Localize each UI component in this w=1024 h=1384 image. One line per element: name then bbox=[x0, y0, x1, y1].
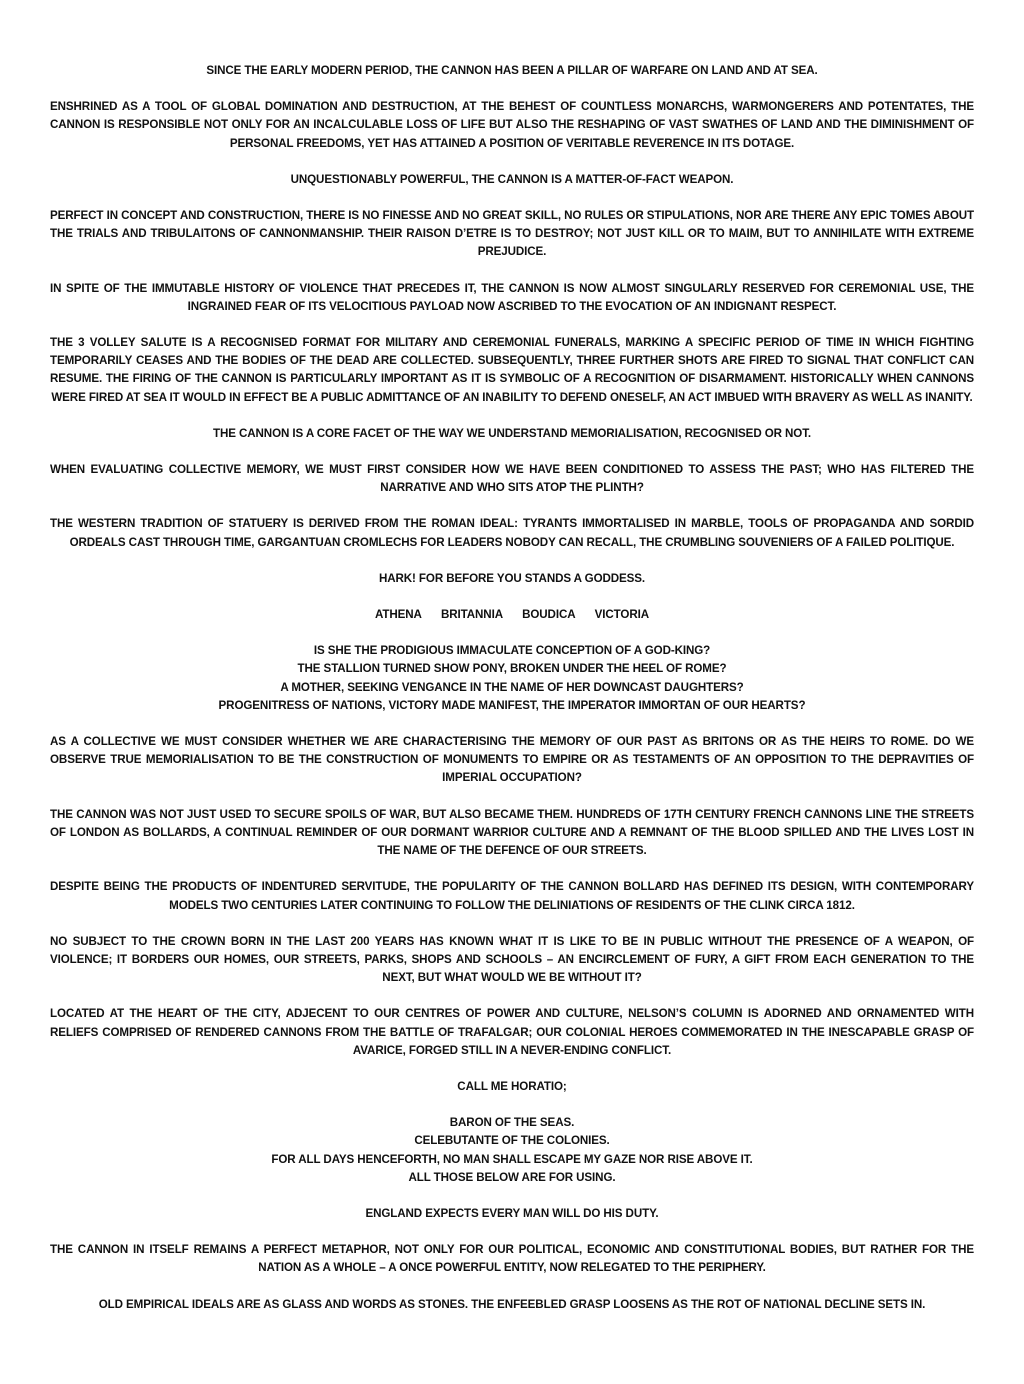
verse-line: FOR ALL DAYS HENCEFORTH, NO MAN SHALL ESCAPE MY GAZE NOR RISE ABOVE IT. bbox=[271, 1152, 753, 1166]
question-line: A MOTHER, SEEKING VENGANCE IN THE NAME OF HER DOWNCAST DAUGHTERS? bbox=[280, 680, 744, 694]
question-line: THE STALLION TURNED SHOW PONY, BROKEN UNDER THE HEEL OF ROME? bbox=[297, 662, 727, 676]
goddess-name: BRITANNIA bbox=[440, 608, 503, 622]
paragraph-closing: OLD EMPIRICAL IDEALS ARE AS GLASS AND WORDS AS STONES. THE ENFEEBLED GRASP LOOSENS AS THE ROT OF NATIONAL DECLINE SETS IN. bbox=[98, 1297, 926, 1311]
question-line: IS SHE THE PRODIGIOUS IMMACULATE CONCEPTION OF A GOD-KING? bbox=[313, 644, 711, 658]
horatio-verse bbox=[50, 1114, 974, 1187]
paragraph-hark: HARK! FOR BEFORE YOU STANDS A GODDESS. bbox=[378, 571, 646, 585]
paragraph-collective-memory: WHEN EVALUATING COLLECTIVE MEMORY, WE MUST FIRST CONSIDER HOW WE HAVE BEEN CONDITIONED TO ASSESS THE PAST; WHO HAS FILTERED THE NARRATIVE AND WHO SITS ATOP THE PLINTH? bbox=[50, 463, 974, 495]
paragraph-statuery: THE WESTERN TRADITION OF STATUERY IS DERIVED FROM THE ROMAN IDEAL: TYRANTS IMMORTALISED IN MARBLE, TOOLS OF PROPAGANDA AND SORDID ORDEALS CAST THROUGH TIME, GARGANTUAN CROMLECHS FOR LEADERS NOBODY CAN RECALL, THE CRUMBLING SOUVENIERS OF A FAILED POLITIQUE. bbox=[50, 517, 974, 549]
goddess-name: ATHENA bbox=[374, 608, 422, 622]
goddess-questions bbox=[50, 642, 974, 715]
goddess-name: VICTORIA bbox=[594, 608, 650, 622]
paragraph-nelsons-column: LOCATED AT THE HEART OF THE CITY, ADJECENT TO OUR CENTRES OF POWER AND CULTURE, NELSON’S COLUMN IS ADORNED AND ORNAMENTED WITH RELIEFS COMPRISED OF RENDERED CANNONS FROM THE BATTLE OF TRAFALGAR; OUR COLONIAL HEROES COMMEMORATED IN THE INESCAPABLE GRASP OF AVARICE, FORGED STILL IN A NEVER-ENDING CONFLICT. bbox=[50, 1007, 974, 1057]
question-line: PROGENITRESS OF NATIONS, VICTORY MADE MANIFEST, THE IMPERATOR IMMORTAN OF OUR HEARTS? bbox=[218, 698, 806, 712]
verse-line: ALL THOSE BELOW ARE FOR USING. bbox=[408, 1170, 616, 1184]
essay-text bbox=[50, 62, 974, 1332]
goddess-names bbox=[50, 606, 974, 624]
paragraph-call-me-horatio: CALL ME HORATIO; bbox=[457, 1079, 567, 1093]
paragraph-perfect-metaphor: THE CANNON IN ITSELF REMAINS A PERFECT METAPHOR, NOT ONLY FOR OUR POLITICAL, ECONOMIC AND CONSTITUTIONAL BODIES, BUT RATHER FOR THE NATION AS A WHOLE – A ONCE POWERFUL ENTITY, NOW RELEGATED TO THE PERIPHERY. bbox=[50, 1243, 974, 1275]
paragraph-ceremonial: IN SPITE OF THE IMMUTABLE HISTORY OF VIOLENCE THAT PRECEDES IT, THE CANNON IS NOW ALMOST SINGULARLY RESERVED FOR CEREMONIAL USE, THE INGRAINED FEAR OF ITS VELOCITIOUS PAYLOAD NOW ASCRIBED TO THE EVOCATION OF AN INDIGNANT RESPECT. bbox=[50, 281, 974, 313]
paragraph-england-expects: ENGLAND EXPECTS EVERY MAN WILL DO HIS DUTY. bbox=[365, 1206, 659, 1220]
paragraph-britons-rome: AS A COLLECTIVE WE MUST CONSIDER WHETHER WE ARE CHARACTERISING THE MEMORY OF OUR PAST AS BRITONS OR AS THE HEIRS TO ROME. DO WE OBSERVE TRUE MEMORIALISATION TO BE THE CONSTRUCTION OF MONUMENTS TO EMPIRE OR AS TESTAMENTS OF AN OPPOSITION TO THE DEPRAVITIES OF IMPERIAL OCCUPATION? bbox=[50, 735, 974, 785]
paragraph-spoils-of-war: THE CANNON WAS NOT JUST USED TO SECURE SPOILS OF WAR, BUT ALSO BECAME THEM. HUNDREDS OF 17TH CENTURY FRENCH CANNONS LINE THE STREETS OF LONDON AS BOLLARDS, A CONTINUAL REMINDER OF OUR DORMANT WARRIOR CULTURE AND A REMNANT OF THE BLOOD SPILLED AND THE LIVES LOST IN THE NAME OF THE DEFENCE OF OUR STREETS. bbox=[50, 807, 974, 858]
paragraph-powerful: UNQUESTIONABLY POWERFUL, THE CANNON IS A MATTER-OF-FACT WEAPON. bbox=[290, 172, 734, 186]
paragraph-enshrined: ENSHRINED AS A TOOL OF GLOBAL DOMINATION AND DESTRUCTION, AT THE BEHEST OF COUNTLESS MONARCHS, WARMONGERERS AND POTENTATES, THE CANNON IS RESPONSIBLE NOT ONLY FOR AN INCALCULABLE LOSS OF LIFE BUT ALSO THE RESHAPING OF VAST SWATHES OF LAND AND THE DIMINISHMENT OF PERSONAL FREEDOMS, YET HAS ATTAINED A POSITION OF VERITABLE REVERENCE IN ITS DOTAGE. bbox=[50, 100, 974, 150]
paragraph-intro: SINCE THE EARLY MODERN PERIOD, THE CANNON HAS BEEN A PILLAR OF WARFARE ON LAND AND AT SEA. bbox=[206, 64, 818, 77]
paragraph-perfect: PERFECT IN CONCEPT AND CONSTRUCTION, THERE IS NO FINESSE AND NO GREAT SKILL, NO RULES OR STIPULATIONS, NOR ARE THERE ANY EPIC TOMES ABOUT THE TRIALS AND TRIBULAITONS OF CANNONMANSHIP. THEIR RAISON D’ETRE IS TO DESTROY; NOT JUST KILL OR TO MAIM, BUT TO ANNIHILATE WITH EXTREME PREJUDICE. bbox=[50, 209, 974, 259]
paragraph-subject-to-crown: NO SUBJECT TO THE CROWN BORN IN THE LAST 200 YEARS HAS KNOWN WHAT IT IS LIKE TO BE IN PUBLIC WITHOUT THE PRESENCE OF A WEAPON, OF VIOLENCE; IT BORDERS OUR HOMES, OUR STREETS, PARKS, SHOPS AND SCHOOLS – AN ENCIRCLEMENT OF FURY, A GIFT FROM EACH GENERATION TO THE NEXT, BUT WHAT WOULD WE BE WITHOUT IT? bbox=[50, 934, 974, 985]
paragraph-bollard: DESPITE BEING THE PRODUCTS OF INDENTURED SERVITUDE, THE POPULARITY OF THE CANNON BOLLARD HAS DEFINED ITS DESIGN, WITH CONTEMPORARY MODELS TWO CENTURIES LATER CONTINUING TO FOLLOW THE DELINIATIONS OF RESIDENTS OF THE CLINK CIRCA 1812. bbox=[50, 880, 974, 912]
paragraph-memorialisation: THE CANNON IS A CORE FACET OF THE WAY WE UNDERSTAND MEMORIALISATION, RECOGNISED OR NOT. bbox=[212, 426, 812, 440]
verse-line: CELEBUTANTE OF THE COLONIES. bbox=[414, 1134, 610, 1148]
goddess-name: BOUDICA bbox=[522, 608, 576, 622]
paragraph-volley-salute: THE 3 VOLLEY SALUTE IS A RECOGNISED FORMAT FOR MILITARY AND CEREMONIAL FUNERALS, MARKING A SPECIFIC PERIOD OF TIME IN WHICH FIGHTING TEMPORARILY CEASES AND THE BODIES OF THE DEAD ARE COLLECTED. SUBSEQUENTLY, THREE FURTHER SHOTS ARE FIRED TO SIGNAL THAT CONFLICT CAN RESUME. THE FIRING OF THE CANNON IS PARTICULARLY IMPORTANT AS IT IS SYMBOLIC OF A RECOGNITION OF DISARMAMENT. HISTORICALLY WHEN CANNONS WERE FIRED AT SEA IT WOULD IN EFFECT BE A PUBLIC ADMITTANCE OF AN INABILITY TO DEFEND ONESELF, AN ACT IMBUED WITH BRAVERY AS WELL AS INANITY. bbox=[50, 336, 974, 404]
verse-line: BARON OF THE SEAS. bbox=[449, 1116, 575, 1130]
